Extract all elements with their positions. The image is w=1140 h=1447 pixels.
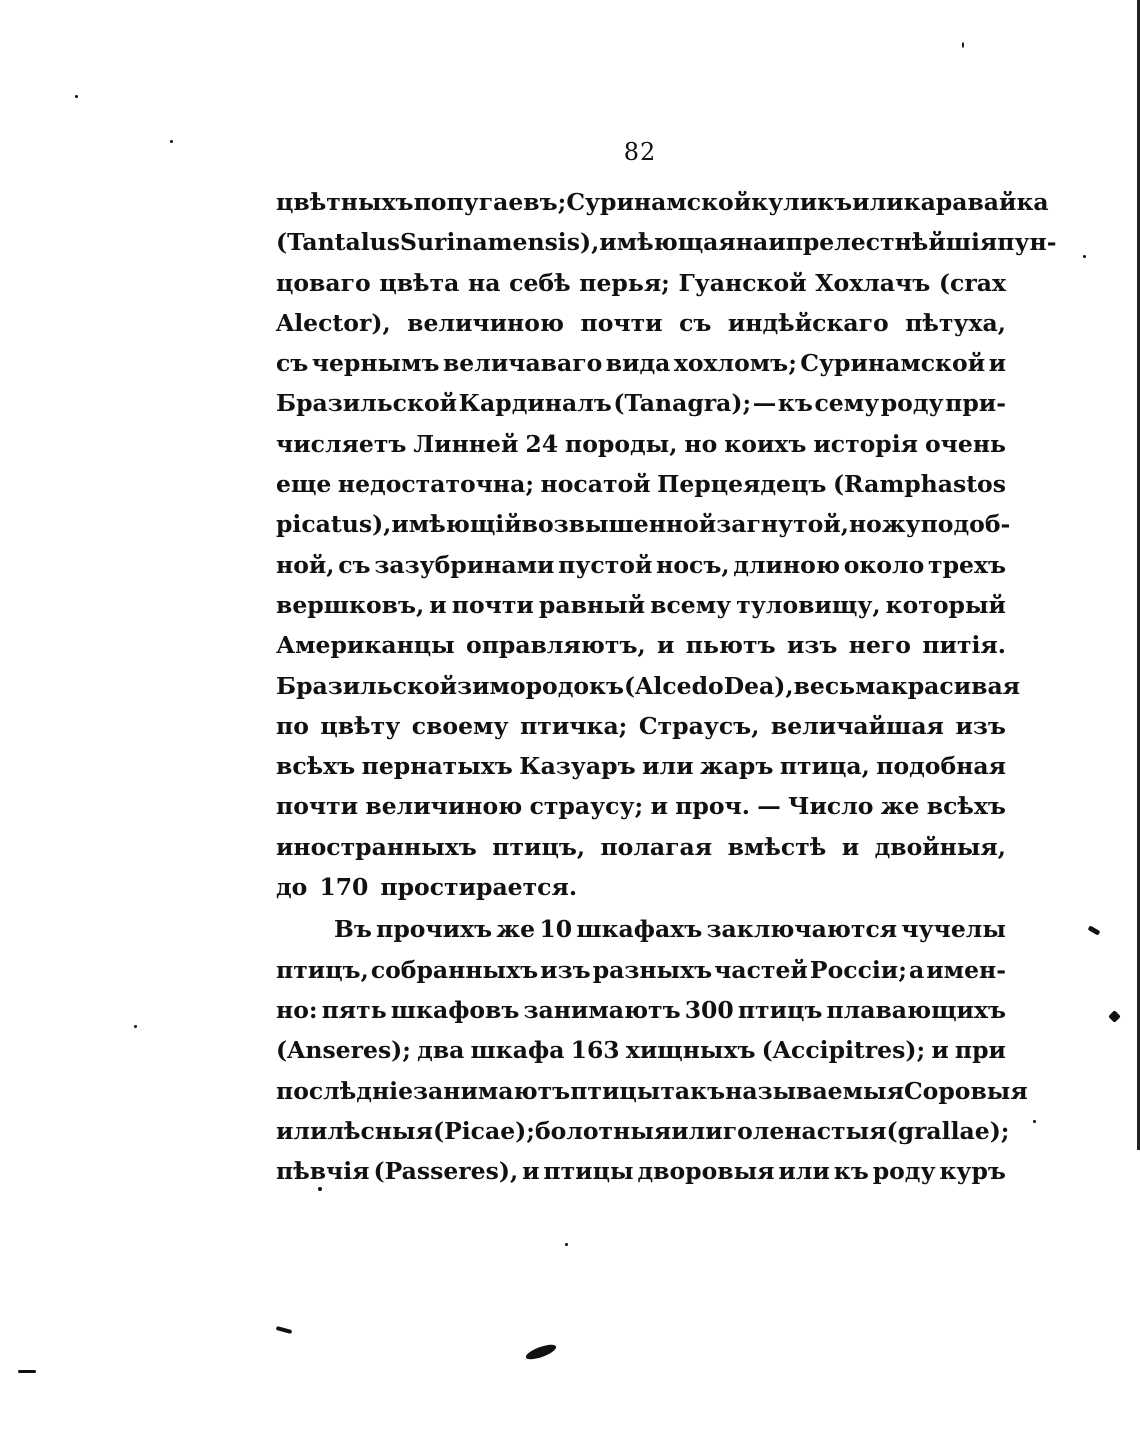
word: зазубринами [374,550,555,579]
word: около [843,550,925,579]
text-line [276,1151,1006,1191]
word: всѣхъ [926,792,1006,821]
word: величаваго [442,349,603,378]
word: съ [679,308,712,337]
word: или [642,752,694,781]
word: носатой [540,470,651,499]
speck-mark [1108,1010,1121,1023]
word: цоваго [276,268,371,297]
word: (Passeres), [373,1157,519,1186]
word: коихъ [724,429,807,458]
word: (Anseres); [276,1036,411,1065]
word: Казуаръ [519,752,636,781]
word: Alector), [276,308,391,337]
word: же [496,915,536,944]
word: величиною [365,792,523,821]
word: и [988,349,1006,378]
word: или [852,188,904,216]
word: при- [945,389,1006,418]
word: индѣйскаго [727,308,889,337]
word: picatus), [276,510,392,539]
word: (Alcedo [624,671,724,700]
word: трехъ [928,550,1006,579]
text-line [276,504,1011,544]
word: весьма [793,671,891,700]
word: полагая [600,832,713,861]
text-line [276,625,1006,665]
word: цвѣту [320,711,401,740]
word: съ [338,550,371,579]
word: цвѣта [379,268,460,297]
text-line [276,666,1021,706]
word: (crax [938,268,1006,297]
word: еще [276,470,332,499]
word: шкафовъ [390,995,520,1024]
word: птицъ, [276,955,369,984]
word: ножу [848,510,921,539]
word: туловищу, [736,590,881,619]
word: занимаютъ [413,1076,571,1105]
text-line [276,545,1006,585]
word: зимородокъ [457,671,625,700]
text-line [276,867,1006,907]
word: или [778,1157,830,1186]
word: (Ramphastos [832,470,1006,499]
word: и [429,590,447,619]
speck-mark [1083,255,1086,258]
word: жаръ [699,752,774,781]
word: 163 [570,1036,620,1065]
word: по [276,711,309,740]
word: красивая [890,671,1021,700]
word: проч. [675,792,750,821]
word: Число [788,792,874,821]
word: числяетъ [276,429,407,458]
word: возвышенной [521,510,717,539]
word: всему [650,590,732,619]
word: занимаютъ [523,995,681,1024]
word: но: [276,995,318,1024]
word: себѣ [509,268,571,297]
speck-mark [170,140,173,143]
word: Соровыя [903,1076,1028,1105]
text-line [276,464,1006,504]
word: недостаточна; [337,470,534,499]
text-line [276,303,1006,343]
word: 24 [525,429,559,458]
word: Суринамской [800,349,986,378]
word: такъ [660,1076,726,1105]
word: при [954,1036,1006,1065]
word: питія. [922,631,1006,660]
word: пустой [558,550,653,579]
word: пун- [997,228,1057,257]
word: Dea), [723,671,794,700]
text-line [276,1071,1028,1111]
word: двойныя, [874,832,1006,861]
text-line [276,222,1057,262]
word: Бразильской [276,389,458,418]
word: а [908,955,925,984]
word: Линней [413,429,519,458]
word: имѣющая [599,228,736,257]
word: 170 [319,873,369,902]
speck-mark [565,1243,568,1246]
word: хищныхъ [625,1036,756,1065]
word: голенастыя [722,1116,887,1145]
word: птица, [779,752,870,781]
word: подобная [876,752,1006,781]
speck-mark [318,1187,322,1191]
word: лѣсныя [327,1116,433,1145]
word: ной, [276,550,335,579]
speck-mark [276,1326,292,1334]
word: куръ [939,1157,1006,1186]
word: роду [880,389,944,418]
word: Въ [334,915,372,944]
speck-mark [75,95,78,98]
word: плавающихъ [826,995,1006,1024]
text-line [276,990,1006,1030]
word: почти [276,792,359,821]
word: и [522,1157,540,1186]
word: Перцеядецъ [657,470,827,499]
word: дворовыя [637,1157,775,1186]
word: цвѣтныхъ [276,188,414,216]
word: до [276,873,308,902]
word: почти [451,590,534,619]
word: птицы [570,1076,661,1105]
word: породы, [565,429,678,458]
word: Surinamensis), [400,228,600,257]
word: иностранныхъ [276,832,477,861]
word: вмѣстѣ [727,832,827,861]
word: роду [872,1157,936,1186]
word: который [885,590,1006,619]
text-line [276,746,1006,786]
word: вида [605,349,671,378]
text-line [276,1111,1010,1151]
word: (Accipitres); [761,1036,926,1065]
word: пьютъ [685,631,776,660]
word: Суринамской [566,188,752,216]
word: исторія [813,429,919,458]
word: два [417,1036,465,1065]
word: же [880,792,920,821]
word: Хохлачъ [815,268,931,297]
word: болотныя [534,1116,672,1145]
word: Гуанской [678,268,807,297]
text-line [276,1030,1006,1070]
text-line [276,383,1006,423]
text-line [276,827,1006,867]
word: страусу; [529,792,644,821]
word: къ [777,389,813,418]
word: длиною [733,550,840,579]
speck-mark [18,1370,36,1373]
word: вершковъ, [276,590,425,619]
word: хохломъ; [673,349,797,378]
word: пѣтуха, [905,308,1006,337]
word: птицы [543,1157,634,1186]
word: всѣхъ [276,752,356,781]
page-number: 82 [623,138,657,166]
word: изъ [786,631,838,660]
word: Россіи; [809,955,907,984]
word: подоб- [920,510,1011,539]
word: пѣвчія [276,1157,370,1186]
word: чернымъ [311,349,440,378]
word: 10 [539,915,573,944]
word: него [848,631,911,660]
word: загнутой, [716,510,849,539]
word: къ [833,1157,869,1186]
text-line [276,950,1006,990]
word: каравайка [903,188,1049,216]
text-line [276,786,1006,826]
speck-mark [134,1025,137,1028]
word: (Picae); [432,1116,535,1145]
text-line [276,343,1006,383]
word: или [671,1116,723,1145]
word: имѣющій [391,510,522,539]
word: прочихъ [376,915,493,944]
word: 300 [684,995,734,1024]
word: пернатыхъ [361,752,513,781]
word: Американцы [276,631,455,660]
word: Страусъ, [638,711,760,740]
word: носъ, [656,550,730,579]
word: имен- [926,955,1006,984]
word: величайшая [770,711,944,740]
word: и [931,1036,949,1065]
word: сему [814,389,880,418]
text-line [276,424,1006,464]
word: простирается. [380,873,578,902]
word: — [752,389,777,418]
speck-mark [962,42,964,48]
word: собранныхъ [370,955,539,984]
word: съ [276,349,309,378]
speck-mark [1088,925,1101,935]
word: перья; [579,268,670,297]
word: равный [538,590,646,619]
word: но [684,429,718,458]
word: попугаевъ; [413,188,567,216]
word: и [657,631,675,660]
word: частей [714,955,808,984]
word: и [650,792,668,821]
word: и [841,832,860,861]
word: называемыя [725,1076,904,1105]
word: на [468,268,501,297]
text-line [276,706,1006,746]
word: изъ [955,711,1006,740]
text-line [276,585,1006,625]
word: наипрелестнѣйшія [735,228,998,257]
word: куликъ [751,188,853,216]
word: Бразильской [276,671,458,700]
word: чучелы [901,915,1006,944]
word: послѣдніе [276,1076,414,1105]
word: птичка; [520,711,628,740]
text-line [276,263,1006,303]
word: или [276,1116,328,1145]
word: шкафа [470,1036,565,1065]
word: оправляютъ, [466,631,646,660]
word: Кардиналъ [458,389,612,418]
text-line [276,909,1006,949]
speck-mark [524,1342,557,1362]
word: почти [580,308,663,337]
word: очень [925,429,1006,458]
word: птицъ, [492,832,586,861]
speck-mark [1033,1120,1036,1123]
word: изъ [540,955,591,984]
word: своему [411,711,509,740]
word: (Tanagra); [613,389,752,418]
text-line [276,182,1049,222]
word: шкафахъ [576,915,703,944]
word: пять [321,995,387,1024]
word: птицъ [737,995,823,1024]
word: — [757,792,781,821]
word: величиною [407,308,565,337]
word: (grallae); [886,1116,1010,1145]
word: разныхъ [592,955,713,984]
word: заключаются [706,915,898,944]
word: (Tantalus [276,228,400,257]
body-text [276,182,1057,1191]
